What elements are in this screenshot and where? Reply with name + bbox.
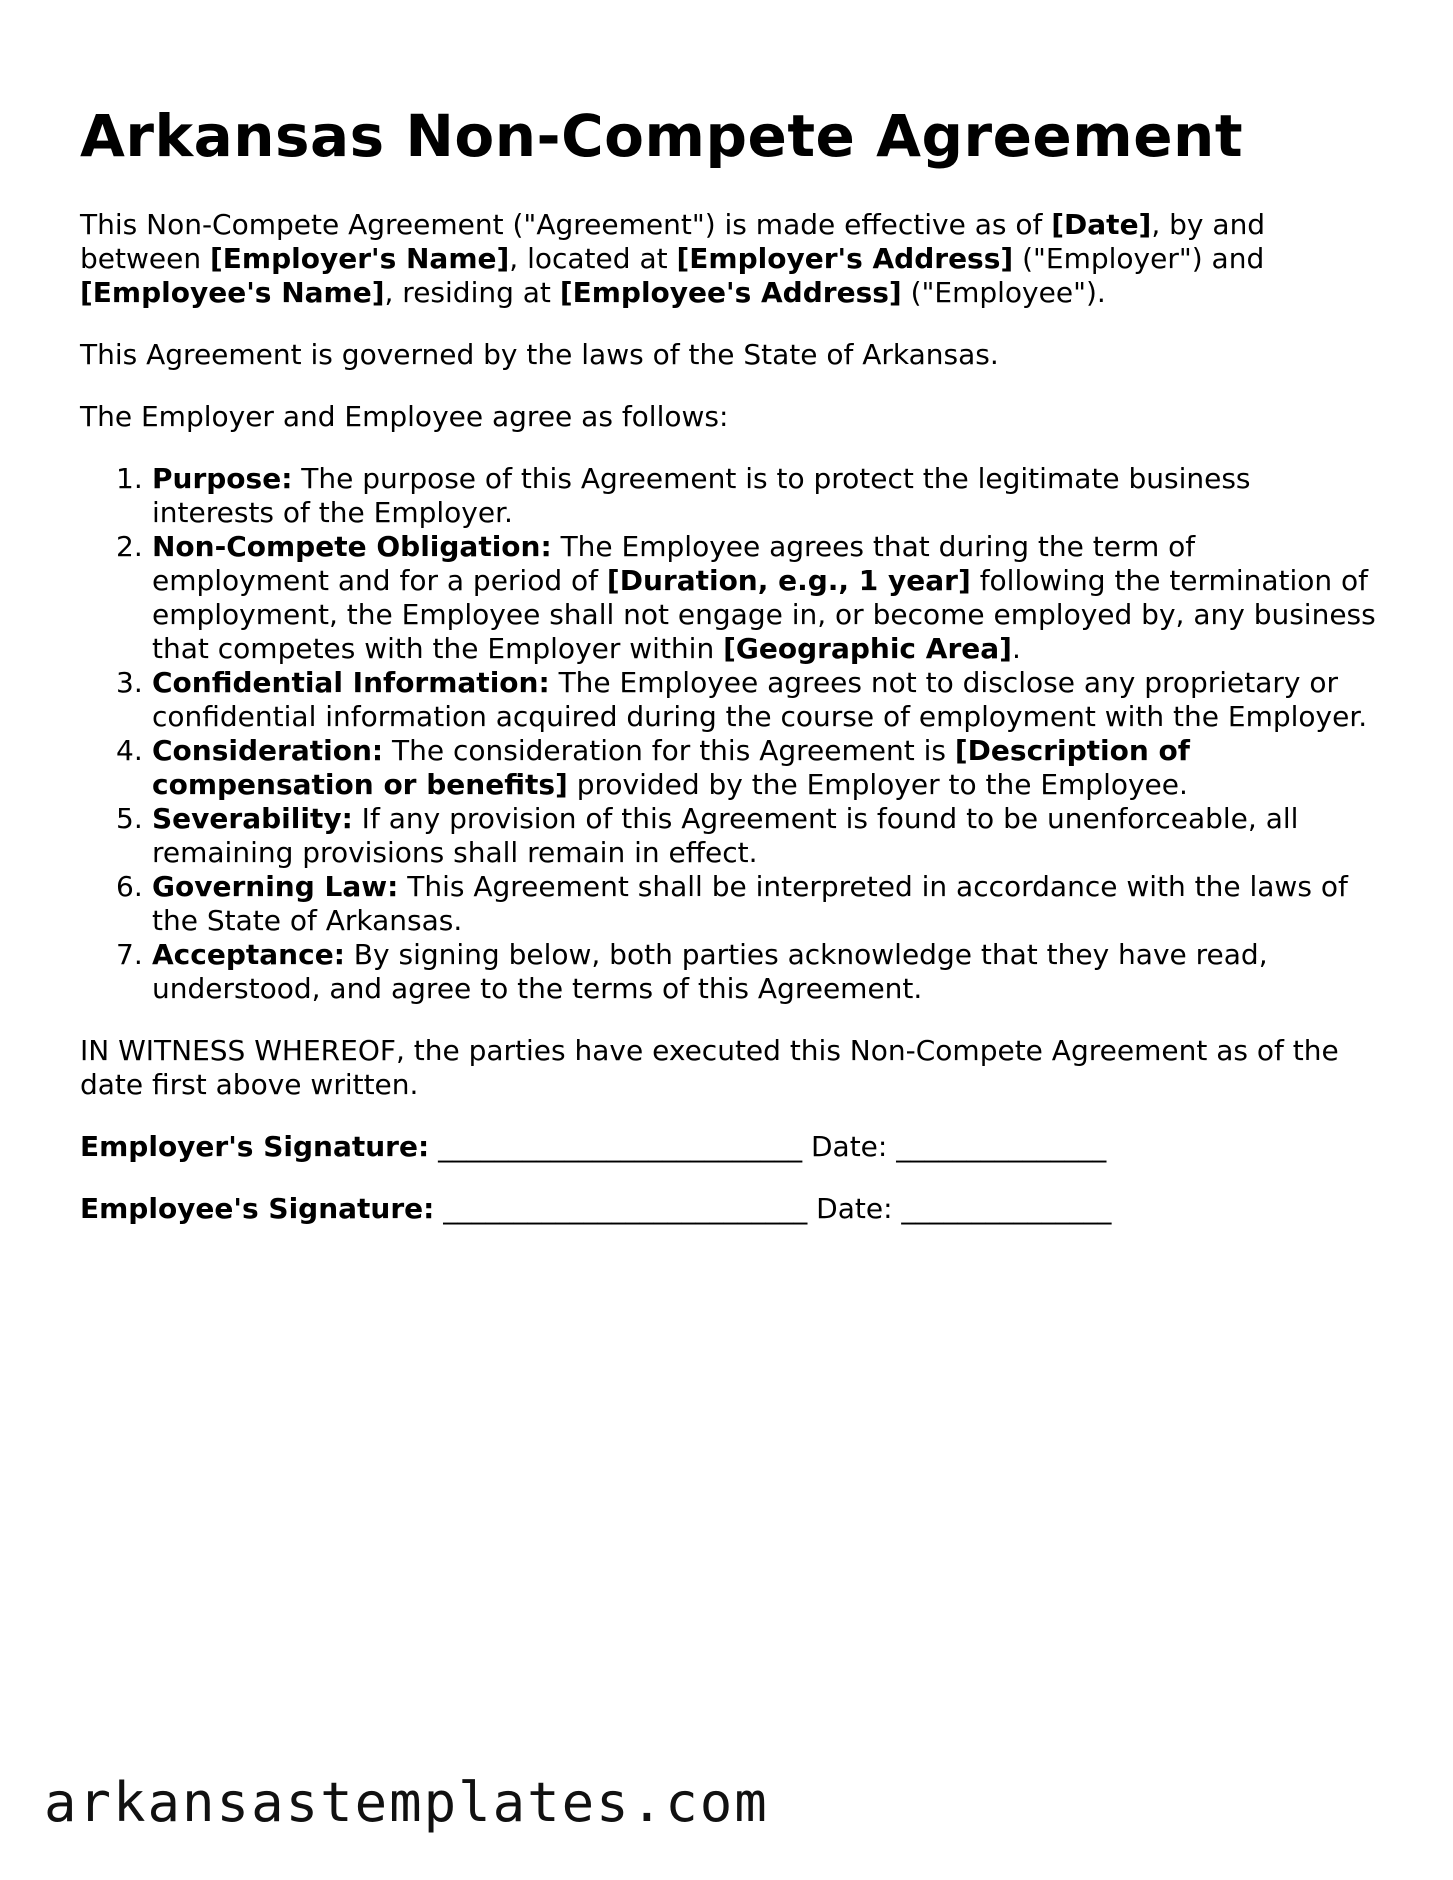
employer-date-label: Date:	[810, 1130, 888, 1163]
employee-signature-label: Employee's Signature:	[80, 1192, 435, 1225]
clause-confidential	[80, 666, 1380, 734]
clause-purpose	[80, 462, 1380, 530]
site-watermark: arkansastemplates.com	[44, 1771, 769, 1834]
clause-text: If any provision of this Agreement is found to be unenforceable, all remaining provisions shall remain in effect.	[152, 802, 1299, 869]
clause-text: following the termination of employment, the Employee shall not engage in, or become employed by, any business that competes with the Employer within	[152, 564, 1376, 665]
intro-text: ("Employer") and	[1013, 242, 1265, 275]
clause-heading: Governing Law:	[152, 870, 399, 903]
date-placeholder: [Date]	[1051, 208, 1152, 241]
clause-severability	[80, 802, 1380, 870]
employee-address-placeholder: [Employee's Address]	[559, 276, 902, 309]
intro-text: , residing at	[384, 276, 560, 309]
clause-number: 7.	[116, 938, 143, 971]
employer-signature-field[interactable]: __________________________	[429, 1130, 811, 1163]
clause-heading: Non-Compete Obligation:	[152, 530, 552, 563]
clause-text: The purpose of this Agreement is to protect the legitimate business interests of the Employer.	[152, 462, 1251, 529]
employer-signature-row	[80, 1130, 1380, 1164]
governed-paragraph: This Agreement is governed by the laws of the State of Arkansas.	[80, 338, 999, 371]
compensation-placeholder: [Description of compensation or benefits]	[152, 734, 1190, 801]
intro-paragraph	[80, 208, 1380, 310]
intro-text: , by and between	[80, 208, 1266, 275]
geographic-area-placeholder: [Geographic Area]	[723, 632, 1012, 665]
clause-number: 2.	[116, 530, 143, 563]
clause-number: 5.	[116, 802, 143, 835]
clause-heading: Severability:	[152, 802, 353, 835]
clause-number: 6.	[116, 870, 143, 903]
clause-heading: Acceptance:	[152, 938, 345, 971]
clause-text: This Agreement shall be interpreted in accordance with the laws of the State of Arkansas.	[152, 870, 1348, 937]
employee-signature-row	[80, 1192, 1380, 1226]
clause-heading: Confidential Information:	[152, 666, 550, 699]
clause-acceptance	[80, 938, 1380, 1006]
clause-list	[80, 462, 1380, 1006]
employee-signature-field[interactable]: __________________________	[434, 1192, 817, 1225]
employee-date-label: Date:	[816, 1192, 893, 1225]
intro-text: This Non-Compete Agreement ("Agreement") is made effective as of	[80, 208, 1052, 241]
employer-address-placeholder: [Employer's Address]	[676, 242, 1014, 275]
employer-signature-label: Employer's Signature:	[80, 1130, 430, 1163]
clause-text: By signing below, both parties acknowledge that they have read, understood, and agree to the terms of this Agreement.	[152, 938, 1268, 1005]
witness-paragraph: IN WITNESS WHEREOF, the parties have executed this Non-Compete Agreement as of the date first above written.	[80, 1034, 1339, 1101]
intro-text: ("Employee").	[901, 276, 1106, 309]
clause-non-compete	[80, 530, 1380, 666]
clause-number: 4.	[116, 734, 143, 767]
clause-number: 3.	[116, 666, 143, 699]
employee-name-placeholder: [Employee's Name]	[80, 276, 385, 309]
document-title: Arkansas Non-Compete Agreement	[80, 102, 1244, 170]
document-page	[80, 100, 1380, 1254]
clause-number: 1.	[116, 462, 143, 495]
employee-date-field[interactable]: _______________	[892, 1192, 1112, 1225]
employer-name-placeholder: [Employer's Name]	[209, 242, 510, 275]
clause-governing-law	[80, 870, 1380, 938]
duration-placeholder: [Duration, e.g., 1 year]	[606, 564, 971, 597]
clause-text: The Employee agrees not to disclose any proprietary or confidential information acquired during the course of employment with the Employer.	[152, 666, 1368, 733]
intro-text: , located at	[509, 242, 677, 275]
clause-consideration	[80, 734, 1380, 802]
employer-date-field[interactable]: _______________	[887, 1130, 1107, 1163]
clause-text: provided by the Employer to the Employee.	[567, 768, 1188, 801]
agree-paragraph: The Employer and Employee agree as follows:	[80, 400, 729, 433]
clause-text: .	[1011, 632, 1021, 665]
clause-text: The Employee agrees that during the term of employment and for a period of	[152, 530, 1196, 597]
clause-heading: Consideration:	[152, 734, 384, 767]
clause-text: The consideration for this Agreement is	[383, 734, 955, 767]
clause-heading: Purpose:	[152, 462, 293, 495]
